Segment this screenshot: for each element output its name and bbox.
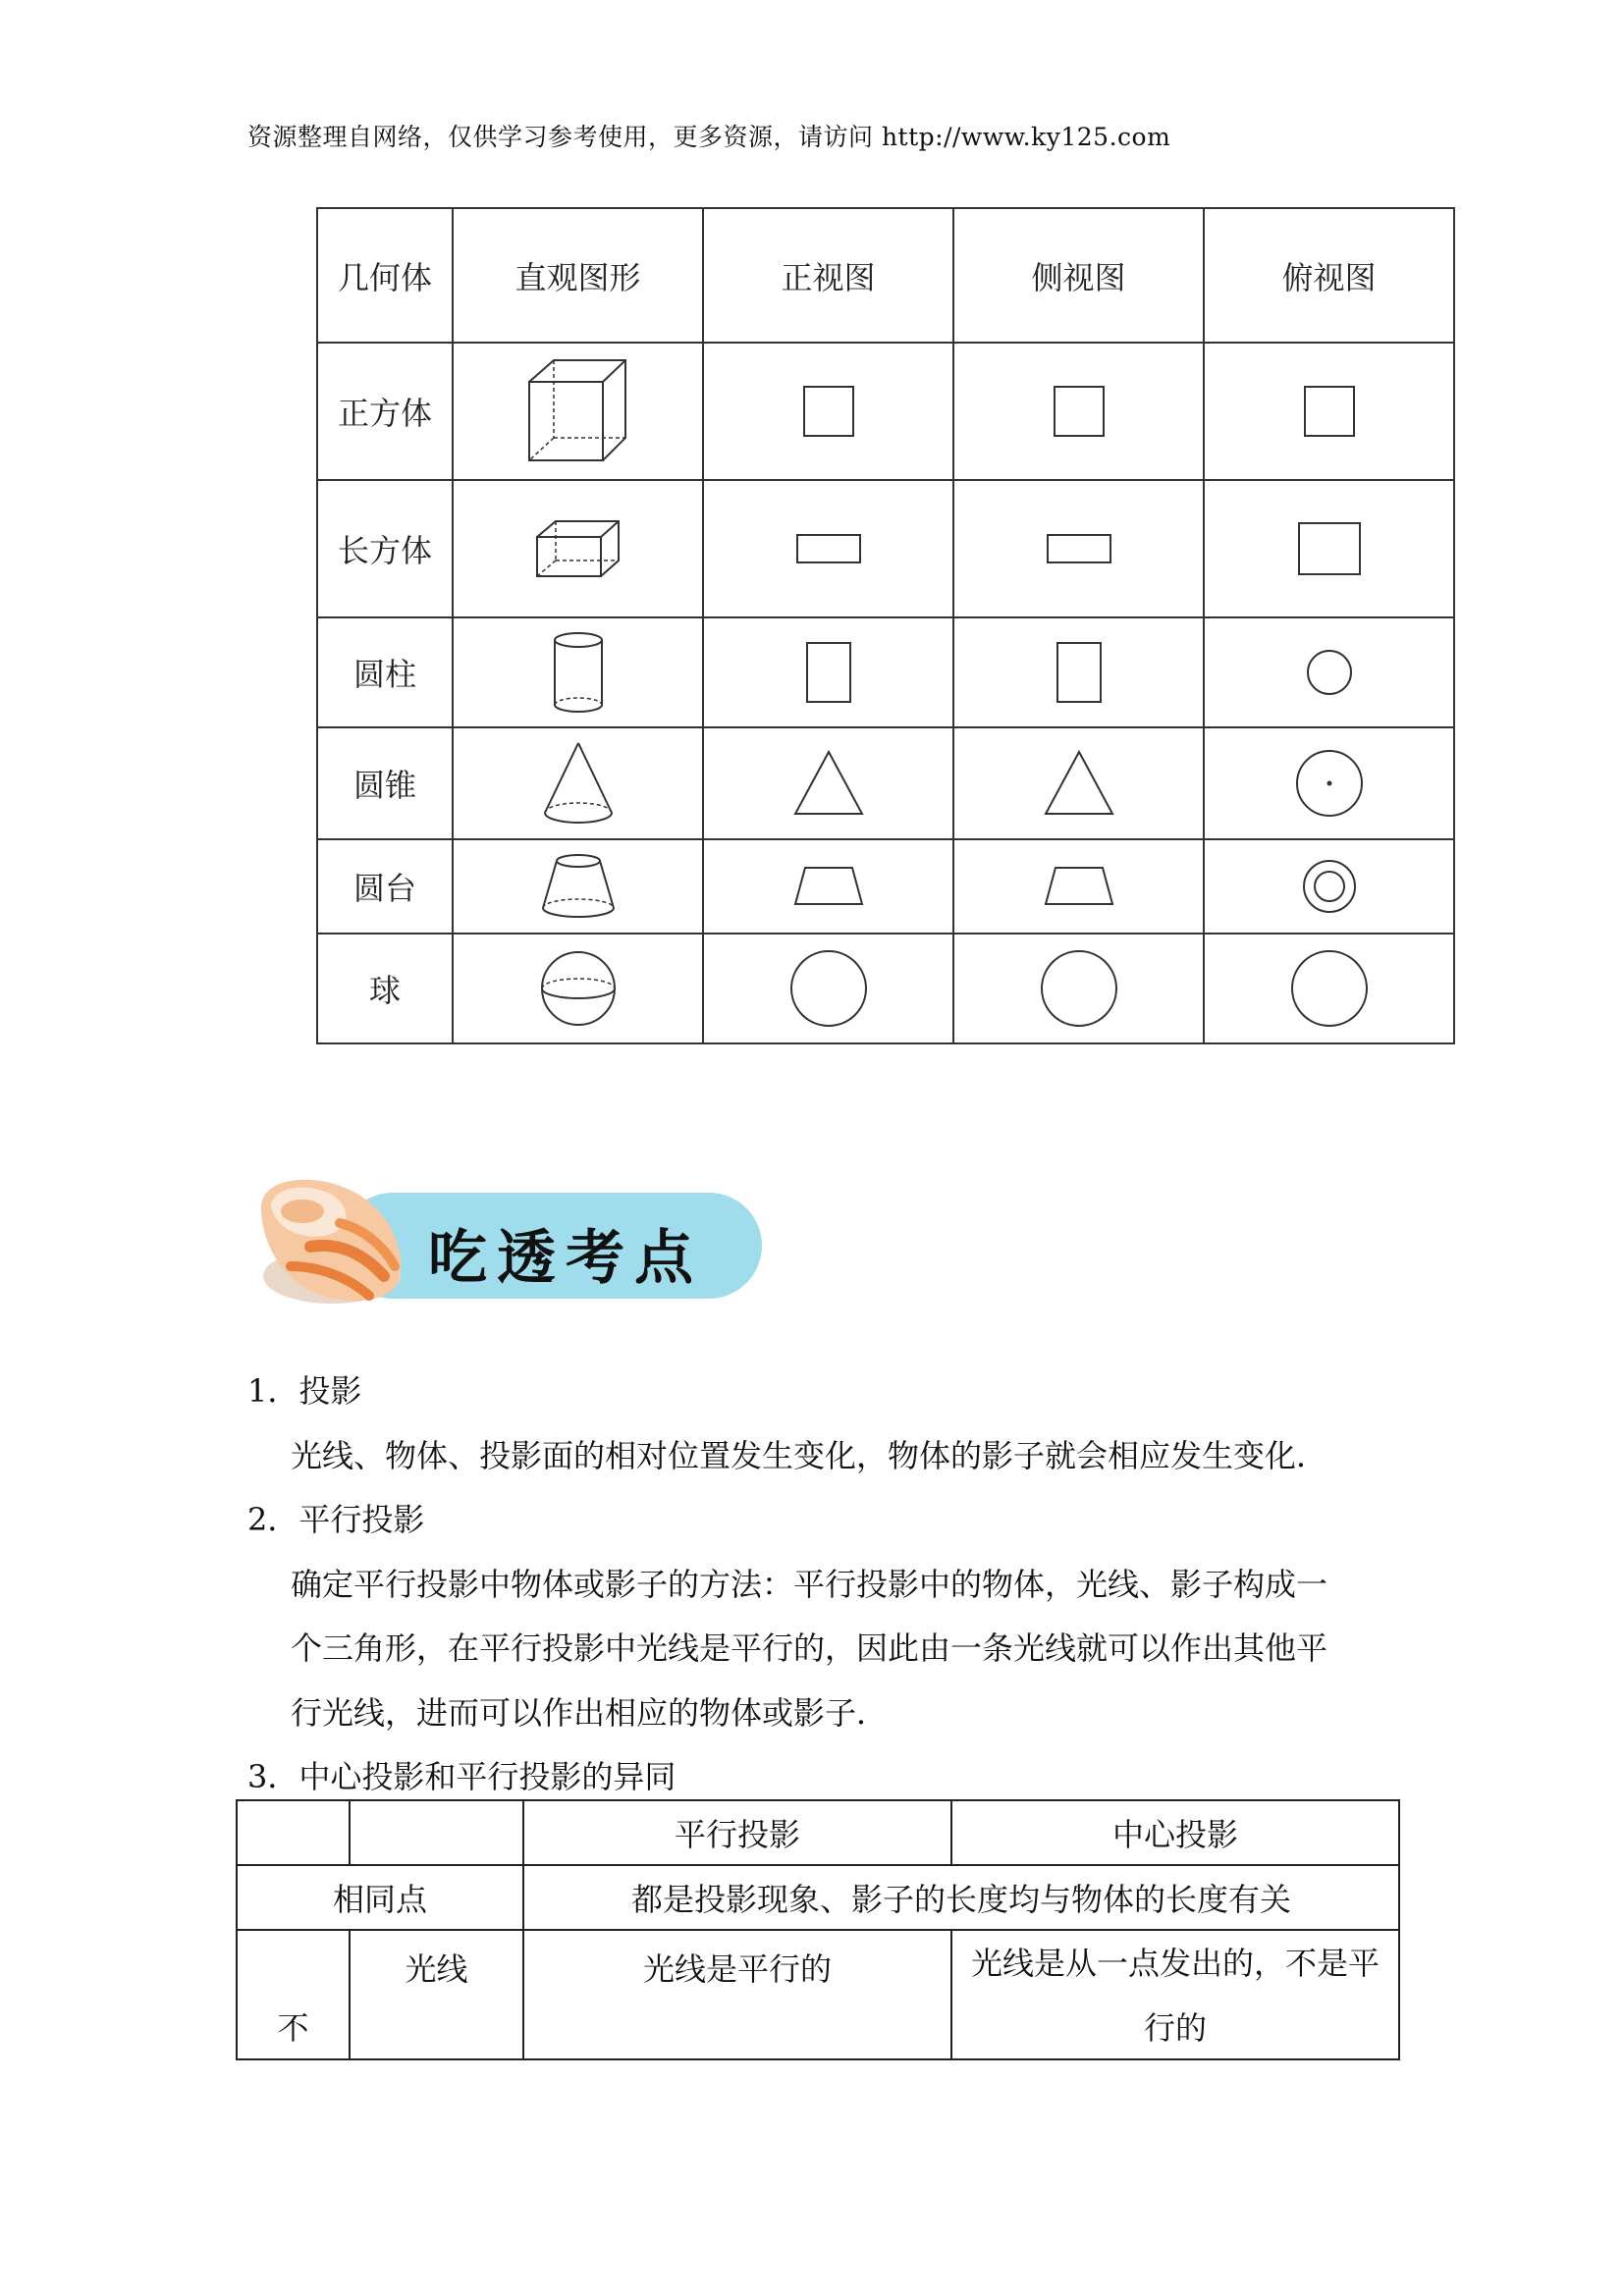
shell-icon (251, 1168, 418, 1315)
empty-cell (237, 1800, 350, 1865)
empty-cell (350, 1800, 523, 1865)
square-front-view (703, 343, 953, 480)
point-title: 投影 (298, 1372, 362, 1410)
point-number: 2． (247, 1501, 299, 1538)
trapezoid-side-view (953, 839, 1204, 934)
header-intuitive: 直观图形 (453, 208, 703, 343)
table-row (317, 727, 1454, 839)
differences-label: 不 (237, 1930, 350, 2059)
solid-name: 正方体 (317, 343, 453, 480)
header-solid: 几何体 (317, 208, 453, 343)
table-header-row (317, 208, 1454, 343)
cylinder-figure (453, 617, 703, 727)
circle-front-view (703, 934, 953, 1043)
square-top-view (1204, 343, 1454, 480)
triangle-front-view (703, 727, 953, 839)
solid-name: 长方体 (317, 480, 453, 617)
point-1-heading (247, 1366, 361, 1412)
rectangle-side-view (953, 617, 1204, 727)
cone-figure (453, 727, 703, 839)
solid-name: 圆锥 (317, 727, 453, 839)
table-row (237, 1865, 1399, 1930)
solid-name: 球 (317, 934, 453, 1043)
square-side-view (953, 343, 1204, 480)
square-top-view (1204, 480, 1454, 617)
table-row (317, 343, 1454, 480)
concentric-circles-top-view (1204, 839, 1454, 934)
header-top-view: 俯视图 (1204, 208, 1454, 343)
header-note: 资源整理自网络，仅供学习参考使用，更多资源，请访问 http://www.ky125.com (247, 123, 1171, 151)
point-2-body-line: 行光线，进而可以作出相应的物体或影子． (291, 1694, 889, 1732)
table-header-row (237, 1800, 1399, 1865)
table-row (317, 934, 1454, 1043)
table-row (317, 839, 1454, 934)
point-2-heading (247, 1495, 424, 1540)
similarities-text: 都是投影现象、影子的长度均与物体的长度有关 (523, 1865, 1399, 1930)
point-number: 3． (247, 1758, 299, 1795)
header-front-view: 正视图 (703, 208, 953, 343)
triangle-side-view (953, 727, 1204, 839)
table-row (317, 617, 1454, 727)
point-2-body-line: 个三角形，在平行投影中光线是平行的，因此由一条光线就可以作出其他平 (291, 1629, 1328, 1667)
light-central-line: 行的 (1143, 2009, 1207, 2047)
cuboid-figure (453, 480, 703, 617)
light-central-cell (951, 1930, 1399, 2059)
trapezoid-front-view (703, 839, 953, 934)
sphere-figure (453, 934, 703, 1043)
similarities-label: 相同点 (237, 1865, 523, 1930)
light-parallel-cell: 光线是平行的 (523, 1930, 951, 2059)
point-3-heading (247, 1752, 676, 1797)
light-row-label: 光线 (350, 1930, 523, 2059)
rectangle-side-view (953, 480, 1204, 617)
circle-with-center-top-view (1204, 727, 1454, 839)
header-central-projection: 中心投影 (951, 1800, 1399, 1865)
point-title: 中心投影和平行投影的异同 (298, 1758, 677, 1795)
solid-name: 圆台 (317, 839, 453, 934)
point-number: 1． (247, 1372, 299, 1410)
cube-figure (453, 343, 703, 480)
circle-side-view (953, 934, 1204, 1043)
point-1-body-line: 光线、物体、投影面的相对位置发生变化，物体的影子就会相应发生变化． (291, 1437, 1328, 1474)
frustum-figure (453, 839, 703, 934)
rectangle-front-view (703, 480, 953, 617)
circle-top-view (1204, 934, 1454, 1043)
point-title: 平行投影 (298, 1501, 425, 1538)
section-title: 吃透考点 (428, 1224, 703, 1293)
header-parallel-projection: 平行投影 (523, 1800, 951, 1865)
table-row (317, 480, 1454, 617)
header-side-view: 侧视图 (953, 208, 1204, 343)
geometry-views-table (316, 207, 1455, 1044)
point-2-body-line: 确定平行投影中物体或影子的方法：平行投影中的物体，光线、影子构成一 (291, 1566, 1328, 1603)
table-row (237, 1930, 1399, 2059)
solid-name: 圆柱 (317, 617, 453, 727)
light-central-line: 光线是从一点发出的，不是平 (970, 1945, 1380, 1982)
section-banner (251, 1168, 772, 1315)
comparison-table (236, 1799, 1400, 2060)
rectangle-front-view (703, 617, 953, 727)
circle-top-view (1204, 617, 1454, 727)
